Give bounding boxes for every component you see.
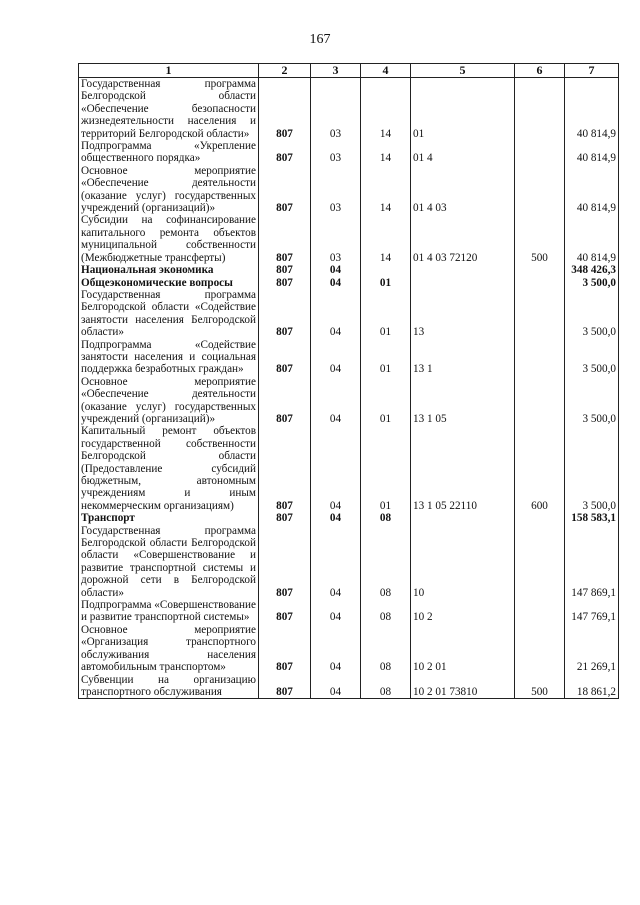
header-col-1: 1 — [79, 64, 259, 78]
expense-type-cell: 500 — [515, 674, 565, 699]
table-row — [79, 165, 619, 215]
subsection-code-cell: 08 — [361, 624, 411, 674]
section-code-cell: 04 — [311, 289, 361, 339]
subsection-code-cell: 14 — [361, 214, 411, 264]
row-name-cell: Национальная экономика — [79, 264, 259, 276]
section-code-cell: 04 — [311, 599, 361, 624]
table-row — [79, 339, 619, 376]
expense-type-cell — [515, 512, 565, 524]
section-code-cell: 04 — [311, 512, 361, 524]
amount-cell: 40 814,9 — [565, 140, 619, 165]
row-name-cell: Государственная программа Белгородской области «Содействие занятости населения Белгородской области» — [79, 289, 259, 339]
ministry-code-cell: 807 — [259, 264, 311, 276]
page-number: 167 — [309, 32, 331, 47]
target-item-cell: 10 — [411, 525, 515, 599]
header-col-7: 7 — [565, 64, 619, 78]
expense-type-cell: 500 — [515, 214, 565, 264]
table-row — [79, 425, 619, 512]
expense-type-cell: 600 — [515, 425, 565, 512]
target-item-cell: 13 1 05 22110 — [411, 425, 515, 512]
table-row — [79, 674, 619, 699]
target-item-cell: 13 1 — [411, 339, 515, 376]
header-row — [79, 64, 619, 78]
ministry-code-cell: 807 — [259, 674, 311, 699]
expense-type-cell — [515, 339, 565, 376]
subsection-code-cell — [361, 264, 411, 276]
subsection-code-cell: 08 — [361, 674, 411, 699]
ministry-code-cell: 807 — [259, 339, 311, 376]
section-code-cell: 03 — [311, 214, 361, 264]
section-code-cell: 03 — [311, 165, 361, 215]
table-row — [79, 376, 619, 426]
table-row — [79, 624, 619, 674]
target-item-cell: 10 2 01 — [411, 624, 515, 674]
expense-type-cell — [515, 376, 565, 426]
row-name-cell: Капитальный ремонт объектов государственной собственности Белгородской области (Предоставление субсидий бюджетным, автономным учреждениям и иным некоммерческим организациям) — [79, 425, 259, 512]
subsection-code-cell: 14 — [361, 165, 411, 215]
amount-cell: 40 814,9 — [565, 78, 619, 141]
expense-type-cell — [515, 289, 565, 339]
table-row — [79, 78, 619, 141]
expense-type-cell — [515, 277, 565, 289]
target-item-cell: 10 2 — [411, 599, 515, 624]
header-col-4: 4 — [361, 64, 411, 78]
subsection-code-cell: 01 — [361, 289, 411, 339]
section-code-cell: 03 — [311, 78, 361, 141]
table-row — [79, 277, 619, 289]
ministry-code-cell: 807 — [259, 140, 311, 165]
section-code-cell: 04 — [311, 264, 361, 276]
amount-cell: 18 861,2 — [565, 674, 619, 699]
target-item-cell: 01 4 03 — [411, 165, 515, 215]
target-item-cell: 01 4 — [411, 140, 515, 165]
expense-type-cell — [515, 264, 565, 276]
target-item-cell: 01 4 03 72120 — [411, 214, 515, 264]
row-name-cell: Основное мероприятие «Обеспечение деятельности (оказание услуг) государственных учреждений (организаций)» — [79, 376, 259, 426]
ministry-code-cell: 807 — [259, 599, 311, 624]
expense-type-cell — [515, 140, 565, 165]
target-item-cell — [411, 264, 515, 276]
header-col-3: 3 — [311, 64, 361, 78]
subsection-code-cell: 08 — [361, 525, 411, 599]
row-name-cell: Транспорт — [79, 512, 259, 524]
header-col-2: 2 — [259, 64, 311, 78]
subsection-code-cell: 01 — [361, 277, 411, 289]
row-name-cell: Субвенции на организацию транспортного обслуживания — [79, 674, 259, 699]
row-name-cell: Общеэкономические вопросы — [79, 277, 259, 289]
ministry-code-cell: 807 — [259, 289, 311, 339]
table-row — [79, 140, 619, 165]
amount-cell: 3 500,0 — [565, 376, 619, 426]
amount-cell: 3 500,0 — [565, 339, 619, 376]
expense-type-cell — [515, 525, 565, 599]
subsection-code-cell: 08 — [361, 599, 411, 624]
section-code-cell: 03 — [311, 140, 361, 165]
section-code-cell: 04 — [311, 339, 361, 376]
ministry-code-cell: 807 — [259, 525, 311, 599]
table-row — [79, 214, 619, 264]
expense-type-cell — [515, 78, 565, 141]
amount-cell: 158 583,1 — [565, 512, 619, 524]
subsection-code-cell: 01 — [361, 339, 411, 376]
ministry-code-cell: 807 — [259, 78, 311, 141]
target-item-cell — [411, 277, 515, 289]
ministry-code-cell: 807 — [259, 277, 311, 289]
section-code-cell: 04 — [311, 674, 361, 699]
subsection-code-cell: 08 — [361, 512, 411, 524]
header-col-5: 5 — [411, 64, 515, 78]
subsection-code-cell: 01 — [361, 376, 411, 426]
expense-type-cell — [515, 165, 565, 215]
amount-cell: 3 500,0 — [565, 277, 619, 289]
subsection-code-cell: 14 — [361, 140, 411, 165]
section-code-cell: 04 — [311, 425, 361, 512]
amount-cell: 21 269,1 — [565, 624, 619, 674]
amount-cell: 348 426,3 — [565, 264, 619, 276]
target-item-cell: 01 — [411, 78, 515, 141]
row-name-cell: Государственная программа Белгородской области Белгородской области «Совершенствование и развитие транспортной системы и дорожной сети в Белгородской области» — [79, 525, 259, 599]
amount-cell: 40 814,9 — [565, 165, 619, 215]
table-row — [79, 512, 619, 524]
amount-cell: 147 769,1 — [565, 599, 619, 624]
ministry-code-cell: 807 — [259, 624, 311, 674]
section-code-cell: 04 — [311, 376, 361, 426]
table-row — [79, 264, 619, 276]
row-name-cell: Основное мероприятие «Организация транспортного обслуживания населения автомобильным транспортом» — [79, 624, 259, 674]
row-name-cell: Государственная программа Белгородской области «Обеспечение безопасности жизнедеятельности населения и территорий Белгородской области» — [79, 78, 259, 141]
target-item-cell — [411, 512, 515, 524]
budget-table — [78, 63, 619, 699]
ministry-code-cell: 807 — [259, 376, 311, 426]
amount-cell: 3 500,0 — [565, 425, 619, 512]
table-row — [79, 599, 619, 624]
section-code-cell: 04 — [311, 525, 361, 599]
table-row — [79, 289, 619, 339]
target-item-cell: 13 1 05 — [411, 376, 515, 426]
row-name-cell: Субсидии на софинансирование капитального ремонта объектов муниципальной собственности (Межбюджетные трансферты) — [79, 214, 259, 264]
expense-type-cell — [515, 599, 565, 624]
row-name-cell: Подпрограмма «Совершенствование и развитие транспортной системы» — [79, 599, 259, 624]
target-item-cell: 10 2 01 73810 — [411, 674, 515, 699]
ministry-code-cell: 807 — [259, 425, 311, 512]
amount-cell: 3 500,0 — [565, 289, 619, 339]
row-name-cell: Подпрограмма «Укрепление общественного порядка» — [79, 140, 259, 165]
header-col-6: 6 — [515, 64, 565, 78]
row-name-cell: Основное мероприятие «Обеспечение деятельности (оказание услуг) государственных учреждений (организаций)» — [79, 165, 259, 215]
section-code-cell: 04 — [311, 277, 361, 289]
subsection-code-cell: 01 — [361, 425, 411, 512]
ministry-code-cell: 807 — [259, 512, 311, 524]
row-name-cell: Подпрограмма «Содействие занятости населения и социальная поддержка безработных граждан» — [79, 339, 259, 376]
ministry-code-cell: 807 — [259, 214, 311, 264]
amount-cell: 147 869,1 — [565, 525, 619, 599]
subsection-code-cell: 14 — [361, 78, 411, 141]
table-row — [79, 525, 619, 599]
amount-cell: 40 814,9 — [565, 214, 619, 264]
table-body — [79, 78, 619, 699]
target-item-cell: 13 — [411, 289, 515, 339]
section-code-cell: 04 — [311, 624, 361, 674]
ministry-code-cell: 807 — [259, 165, 311, 215]
expense-type-cell — [515, 624, 565, 674]
